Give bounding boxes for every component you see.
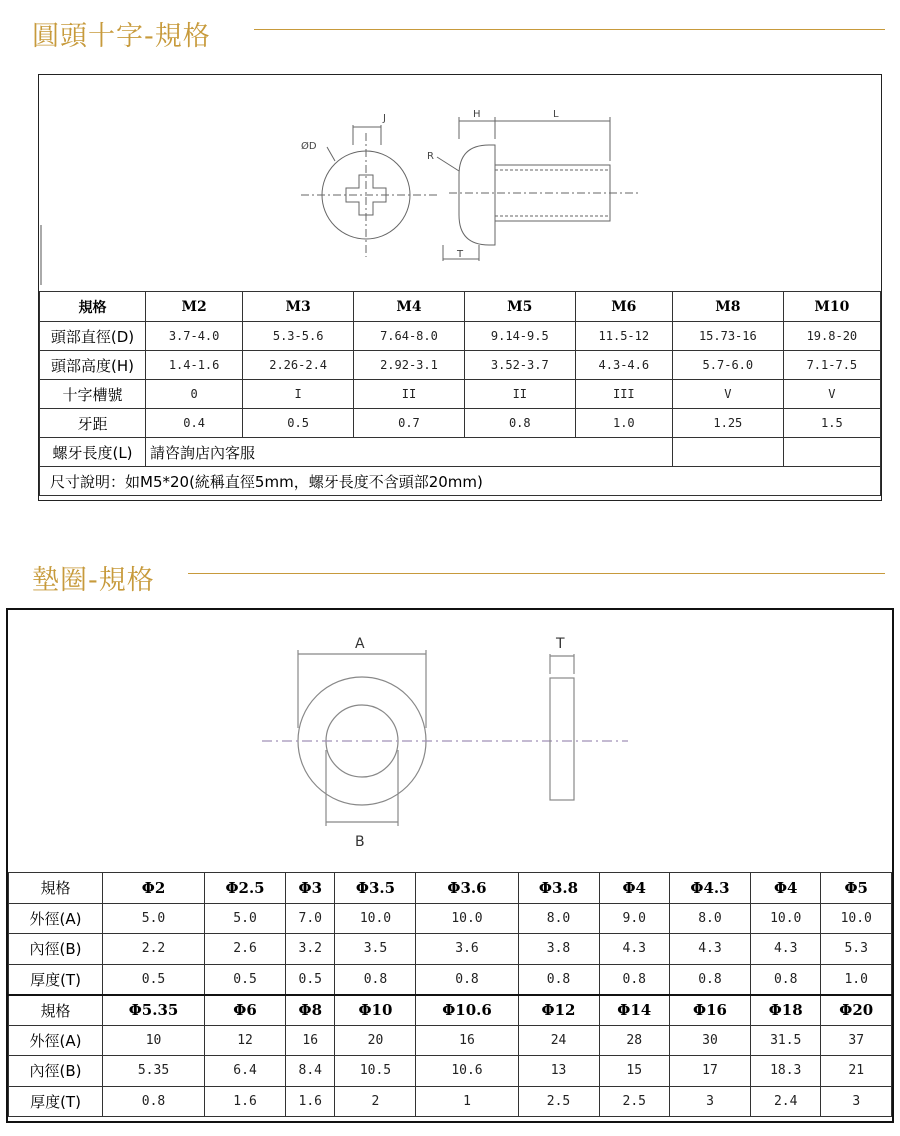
table-header-cell: Φ18 [750,995,820,1026]
table-cell: 13 [518,1056,599,1087]
table-cell: 0 [146,380,243,409]
table-cell: 8.4 [286,1056,335,1087]
table-cell: 37 [821,1025,892,1056]
table-row [40,380,881,409]
table-header-cell: M10 [783,292,880,322]
table-cell: 2.26-2.4 [243,351,354,380]
table-cell: 16 [286,1025,335,1056]
section-divider [254,29,885,30]
row-label: 厚度(T) [9,1086,103,1117]
table-header-cell: M6 [575,292,672,322]
table-cell: 1.25 [672,409,783,438]
row-label: 螺牙長度(L) [40,438,146,467]
table-header-cell: Φ10 [335,995,416,1026]
row-label: 外徑(A) [9,1025,103,1056]
table-header-cell: M5 [464,292,575,322]
table-cell: 2.5 [599,1086,669,1117]
table-cell: 1.6 [205,1086,286,1117]
table-header-cell: Φ2 [103,873,205,904]
table-cell: 0.8 [103,1086,205,1117]
label-l: L [553,109,559,120]
size-note: 尺寸說明：如M5*20(統稱直徑5mm，螺牙長度不含頭部20mm) [40,467,881,496]
screw-spec-table [39,291,881,496]
section-title-washer: 墊圈-規格 [32,565,155,596]
table-cell: 2 [335,1086,416,1117]
section-header-screw [0,6,900,56]
table-cell: 7.64-8.0 [354,322,465,351]
section-title-screw: 圓頭十字-規格 [32,21,211,52]
section-divider [188,573,885,574]
table-cell: 1 [416,1086,518,1117]
table-cell: 0.5 [243,409,354,438]
label-t: T [556,636,565,652]
table-cell: 5.35 [103,1056,205,1087]
table-cell: 5.3-5.6 [243,322,354,351]
row-label: 頭部直徑(D) [40,322,146,351]
table-cell: 18.3 [750,1056,820,1087]
table-row [9,903,892,934]
table-cell: 3.8 [518,934,599,965]
screw-diagram [39,75,881,291]
table-cell: 6.4 [205,1056,286,1087]
label-j: J [383,113,386,124]
table-row [9,934,892,965]
table-row [40,322,881,351]
table-header-cell: Φ6 [205,995,286,1026]
row-label: 十字槽號 [40,380,146,409]
table-cell: 17 [669,1056,750,1087]
table-cell: 10.0 [821,903,892,934]
table-cell: 0.8 [750,964,820,995]
table-header-cell: M4 [354,292,465,322]
table-cell: 3 [821,1086,892,1117]
table-header-cell: Φ4 [599,873,669,904]
table-cell: I [243,380,354,409]
table-cell: 0.4 [146,409,243,438]
table-cell: 1.0 [575,409,672,438]
table-cell: 10.6 [416,1056,518,1087]
table-row [40,409,881,438]
table-cell: 8.0 [669,903,750,934]
washer-spec-panel [6,608,894,1123]
table-cell: 3 [669,1086,750,1117]
row-label: 外徑(A) [9,903,103,934]
table-cell: 2.92-3.1 [354,351,465,380]
label-t: T [457,249,464,260]
table-row [9,964,892,995]
row-label: 頭部高度(H) [40,351,146,380]
label-h: H [473,109,481,120]
table-cell: 7.1-7.5 [783,351,880,380]
label-b: B [355,834,365,850]
table-row [40,438,881,467]
table-cell: 16 [416,1025,518,1056]
table-cell: 15.73-16 [672,322,783,351]
table-cell: 4.3 [669,934,750,965]
table-cell: 10.0 [335,903,416,934]
table-cell: 0.8 [464,409,575,438]
table-cell: 11.5-12 [575,322,672,351]
table-header-cell: M3 [243,292,354,322]
table-header-cell: Φ8 [286,995,335,1026]
label-d: ØD [301,141,317,152]
table-cell: 5.3 [821,934,892,965]
table-cell: 0.8 [599,964,669,995]
table-header-cell: Φ14 [599,995,669,1026]
table-header-cell: M2 [146,292,243,322]
table-cell: 3.2 [286,934,335,965]
table-cell: 3.6 [416,934,518,965]
table-cell: 19.8-20 [783,322,880,351]
table-cell: 1.0 [821,964,892,995]
table-header-cell: 規格 [40,292,146,322]
table-header-cell: Φ3.6 [416,873,518,904]
row-label: 內徑(B) [9,1056,103,1087]
table-cell: 28 [599,1025,669,1056]
table-cell: 10.0 [416,903,518,934]
table-cell: 4.3 [750,934,820,965]
washer-diagram [8,610,892,872]
table-row [9,1086,892,1117]
table-cell: 10 [103,1025,205,1056]
row-label: 內徑(B) [9,934,103,965]
row-label: 規格 [9,873,103,904]
table-header-cell: Φ3.5 [335,873,416,904]
table-header-row [40,292,881,322]
label-a: A [355,636,365,652]
table-cell: 0.8 [518,964,599,995]
table-cell: 0.7 [354,409,465,438]
table-cell: 15 [599,1056,669,1087]
table-cell: 3.52-3.7 [464,351,575,380]
section-header-washer [0,550,900,600]
table-header-cell: Φ4 [750,873,820,904]
table-cell: 0.8 [416,964,518,995]
table-header-cell: Φ5 [821,873,892,904]
washer-spec-table [8,872,892,1117]
table-cell: 1.4-1.6 [146,351,243,380]
table-row [9,1025,892,1056]
table-cell: 21 [821,1056,892,1087]
table-cell: V [672,380,783,409]
table-cell: 0.5 [286,964,335,995]
table-cell: 4.3 [599,934,669,965]
table-cell: 5.7-6.0 [672,351,783,380]
table-cell: V [783,380,880,409]
table-header-cell: Φ5.35 [103,995,205,1026]
table-cell: 2.2 [103,934,205,965]
table-cell: 10.5 [335,1056,416,1087]
row-label: 牙距 [40,409,146,438]
table-header-row [9,873,892,904]
table-cell: 30 [669,1025,750,1056]
table-header-cell: Φ2.5 [205,873,286,904]
table-header-cell: M8 [672,292,783,322]
table-header-cell: Φ3 [286,873,335,904]
table-cell: 1.5 [783,409,880,438]
table-cell: 20 [335,1025,416,1056]
table-cell: III [575,380,672,409]
table-cell: 10.0 [750,903,820,934]
table-cell: 3.5 [335,934,416,965]
table-header-cell: Φ10.6 [416,995,518,1026]
row-label: 規格 [9,995,103,1026]
table-cell: 31.5 [750,1025,820,1056]
thread-length-note: 請咨詢店內客服 [146,438,673,467]
row-label: 厚度(T) [9,964,103,995]
screw-spec-panel [38,74,882,501]
table-cell: 24 [518,1025,599,1056]
table-cell: 0.8 [335,964,416,995]
table-cell: 2.6 [205,934,286,965]
table-cell: 8.0 [518,903,599,934]
table-cell: 0.5 [205,964,286,995]
table-header-cell: Φ12 [518,995,599,1026]
table-cell: 0.5 [103,964,205,995]
table-cell: 0.8 [669,964,750,995]
table-header-cell: Φ3.8 [518,873,599,904]
table-cell: 2.4 [750,1086,820,1117]
table-cell: 12 [205,1025,286,1056]
table-cell: 3.7-4.0 [146,322,243,351]
table-cell: 1.6 [286,1086,335,1117]
table-cell [783,438,880,467]
table-cell: 5.0 [103,903,205,934]
table-cell: 9.14-9.5 [464,322,575,351]
table-header-cell: Φ20 [821,995,892,1026]
table-header-row [9,995,892,1026]
table-row [40,351,881,380]
table-row [9,1056,892,1087]
table-cell: 7.0 [286,903,335,934]
table-cell [672,438,783,467]
table-cell: 2.5 [518,1086,599,1117]
label-r: R [427,151,434,162]
table-cell: II [464,380,575,409]
table-cell: 5.0 [205,903,286,934]
table-header-cell: Φ16 [669,995,750,1026]
table-cell: II [354,380,465,409]
table-header-cell: Φ4.3 [669,873,750,904]
table-cell: 4.3-4.6 [575,351,672,380]
table-cell: 9.0 [599,903,669,934]
table-row [40,467,881,496]
